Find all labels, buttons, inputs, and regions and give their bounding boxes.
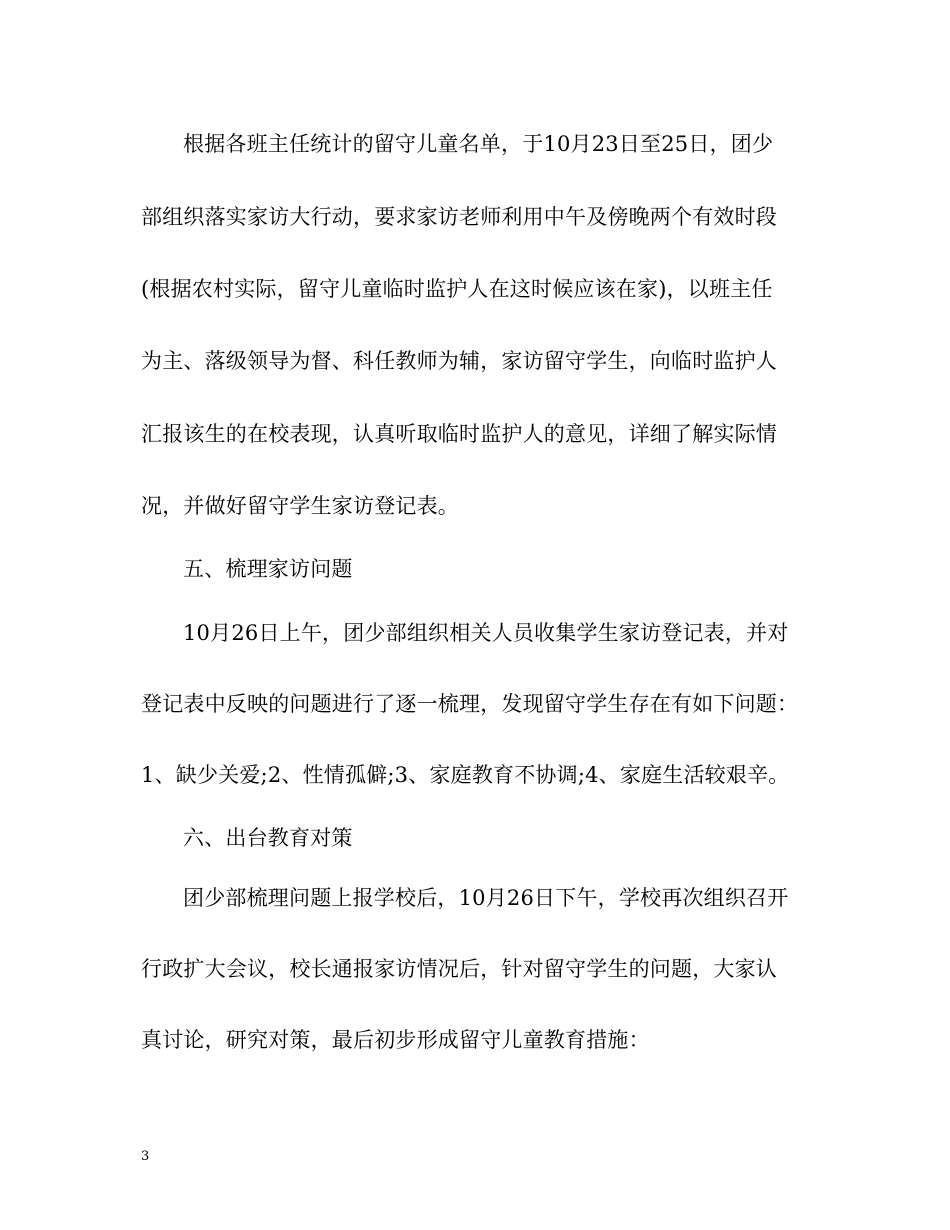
paragraph-line: (根据农村实际，留守儿童临时监护人在这时候应该在家)，以班主任 — [141, 277, 773, 301]
section-heading: 五、梳理家访问题 — [183, 557, 353, 581]
paragraph-line: 况，并做好留守学生家访登记表。 — [141, 494, 459, 518]
page-number: 3 — [141, 1149, 150, 1164]
paragraph-line: 行政扩大会议，校长通报家访情况后，针对留守学生的问题，大家认 — [141, 957, 777, 981]
paragraph-line: 根据各班主任统计的留守儿童名单，于10月23日至25日，团少 — [183, 132, 774, 156]
paragraph-line: 为主、落级领导为督、科任教师为辅，家访留守学生，向临时监护人 — [141, 349, 777, 373]
paragraph-line: 汇报该生的在校表现，认真听取临时监护人的意见，详细了解实际情 — [141, 422, 777, 446]
section-heading: 六、出台教育对策 — [183, 826, 353, 850]
paragraph-line: 团少部梳理问题上报学校后，10月26日下午，学校再次组织召开 — [183, 886, 789, 910]
paragraph-line: 登记表中反映的问题进行了逐一梳理，发现留守学生存在有如下问题： — [141, 692, 799, 716]
paragraph-line: 1、缺少关爱;2、性情孤僻;3、家庭教育不协调;4、家庭生活较艰辛。 — [141, 763, 790, 787]
paragraph-line: 真讨论，研究对策，最后初步形成留守儿童教育措施： — [141, 1028, 650, 1052]
paragraph-line: 10月26日上午，团少部组织相关人员收集学生家访登记表，并对 — [183, 621, 789, 645]
paragraph-line: 部组织落实家访大行动，要求家访老师利用中午及傍晚两个有效时段 — [141, 205, 777, 229]
